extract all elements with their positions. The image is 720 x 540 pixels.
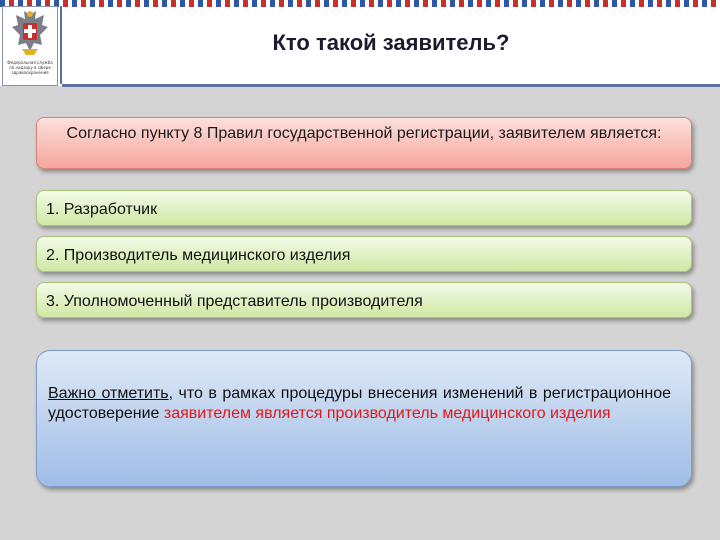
- flag-stripes: [0, 0, 720, 7]
- list-item: [36, 282, 692, 318]
- intro-text: Согласно пункту 8 Правил государственной регистрации, заявителем является:: [66, 125, 662, 142]
- note-highlight-2: производитель медицинского изделия: [326, 405, 611, 422]
- list-item: [36, 190, 692, 226]
- header-bar: [0, 0, 720, 86]
- list-item: [36, 236, 692, 272]
- logo-caption: Федеральная служба по надзору в сфере здравоохранения: [7, 60, 53, 75]
- note-box: [36, 350, 692, 487]
- header-rule: [62, 84, 720, 87]
- eagle-emblem-icon: [8, 9, 52, 59]
- intro-box: [36, 117, 692, 169]
- list-item-label: 1. Разработчик: [46, 201, 158, 218]
- list-item-label: 3. Уполномоченный представитель производителя: [46, 293, 423, 310]
- agency-logo: [2, 6, 58, 86]
- note-highlight-1: заявителем является: [163, 405, 323, 422]
- note-body: , что в рамках процедуры внесения изменений в регистрационное удостоверение: [48, 385, 672, 422]
- note-lead: Важно отметить: [48, 385, 169, 402]
- list-item-label: 2. Производитель медицинского изделия: [46, 247, 351, 264]
- page-title: Кто такой заявитель?: [272, 30, 510, 55]
